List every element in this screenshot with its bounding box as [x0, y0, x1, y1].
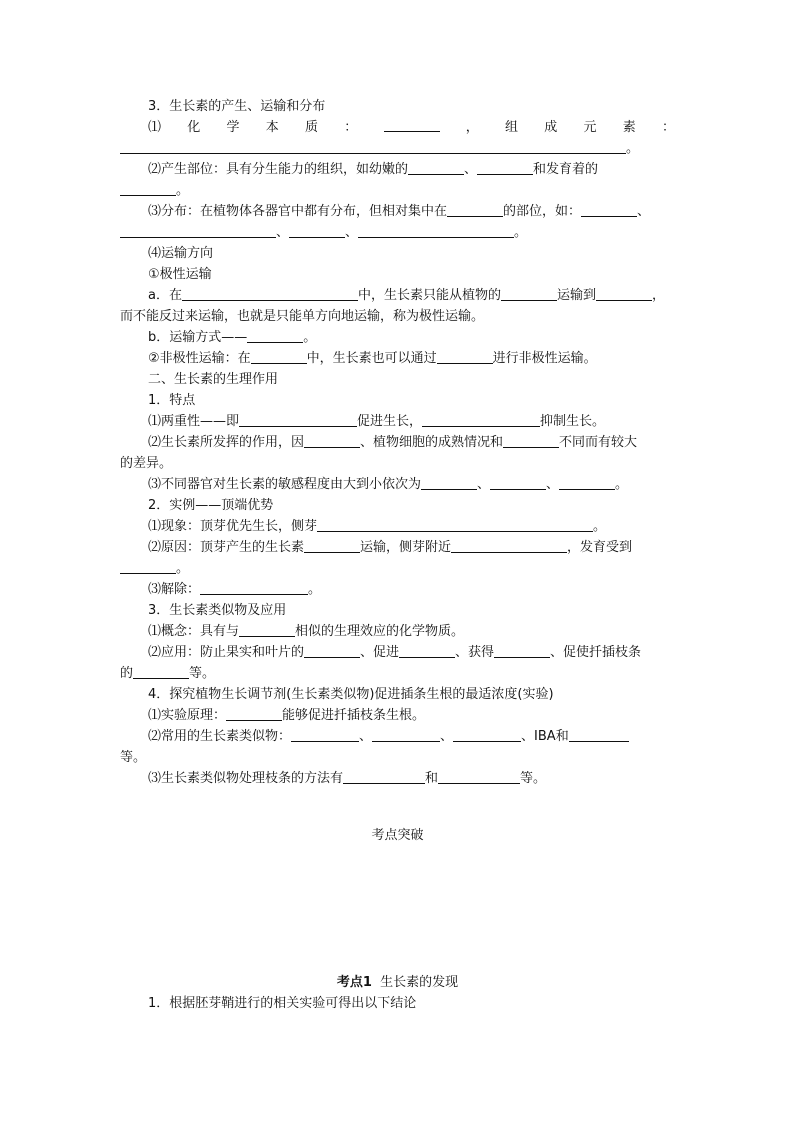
item-nonpolar-transport: ②非极性运输：在 中，生长素也可以通过 进行非极性运输。: [148, 351, 597, 366]
blank: [226, 706, 282, 721]
blank: [559, 475, 615, 490]
item-distribution: ⑶分布：在植物体各器官中都有分布，但相对集中在 的部位，如： 、: [148, 204, 651, 219]
kaodian-item-1: 1．根据胚芽鞘进行的相关实验可得出以下结论: [148, 996, 417, 1011]
blank: [182, 286, 358, 301]
blank: [120, 139, 626, 154]
item-treatment-methods: ⑶生长素类似物处理枝条的方法有 和 等。: [148, 771, 547, 786]
item-chemical-nature: ⑴ 化 学 本 质 ： ， 组 成 元 素 ：: [120, 117, 675, 138]
section-heading-analogs: 3．生长素类似物及应用: [148, 603, 287, 618]
item-polar-a: a．在 中，生长素只能从植物的 运输到 ，: [148, 288, 666, 303]
section-title-kaodian-tupo: 考点突破: [371, 828, 424, 843]
blank: [569, 727, 629, 742]
blank: [451, 538, 567, 553]
blank: [304, 538, 360, 553]
item-polar-transport: ①极性运输: [148, 267, 212, 282]
blank: [239, 622, 295, 637]
item-production-site: ⑵产生部位：具有分生能力的组织，如幼嫩的 、 和发育着的: [148, 162, 599, 177]
blank: [120, 559, 176, 574]
item-sensitivity-order: ⑶不同器官对生长素的敏感程度由大到小依次为 、 、 。: [148, 477, 629, 492]
blank: [399, 643, 455, 658]
item-application: ⑵应用：防止果实和叶片的 、促进 、获得 、促使扦插枝条: [148, 645, 642, 660]
blank: [421, 475, 477, 490]
section-heading-auxin-production: 3．生长素的产生、运输和分布: [148, 99, 326, 114]
blank: [581, 202, 637, 217]
blank: [343, 769, 425, 784]
blank: [133, 664, 189, 679]
subheading-features: 1．特点: [148, 393, 196, 408]
item-application-line2: 的 等。: [120, 666, 216, 681]
blank: [490, 475, 546, 490]
blank: [251, 349, 307, 364]
blank: [120, 181, 176, 196]
blank: [372, 727, 440, 742]
item-common-analogs-line2: 等。: [120, 750, 147, 765]
blank: [501, 286, 557, 301]
blank: [494, 643, 550, 658]
blank: [437, 349, 493, 364]
blank: [239, 412, 357, 427]
item-concept: ⑴概念：具有与 相似的生理效应的化学物质。: [148, 624, 465, 639]
blank: [200, 580, 308, 595]
blank: [384, 117, 440, 132]
blank: [596, 286, 652, 301]
section-heading-physiology: 二、生长素的生理作用: [148, 372, 279, 387]
blank: [477, 160, 533, 175]
item-polar-a-line2: 而不能反过来运输，也就是只能单方向地运输，称为极性运输。: [120, 309, 485, 324]
blank: [291, 727, 359, 742]
item-transport-direction: ⑷运输方向: [148, 246, 214, 261]
blank: [453, 727, 521, 742]
item-duality: ⑴两重性——即 促进生长， 抑制生长。: [148, 414, 606, 429]
item-phenomenon: ⑴现象：顶芽优先生长，侧芽 。: [148, 519, 607, 534]
blank: [358, 223, 514, 238]
blank: [503, 433, 559, 448]
blank: [247, 328, 303, 343]
blank: [447, 202, 503, 217]
blank: [304, 433, 360, 448]
blank: [304, 643, 360, 658]
blank: [408, 160, 464, 175]
item-polar-b: b．运输方式—— 。: [148, 330, 317, 345]
blank: [438, 769, 520, 784]
blank: [422, 412, 540, 427]
item-release: ⑶解除： 。: [148, 582, 322, 597]
item-chemical-nature-line2: 。: [120, 138, 675, 159]
blank: [120, 223, 276, 238]
item-principle: ⑴实验原理： 能够促进扦插枝条生根。: [148, 708, 426, 723]
item-effect-varies: ⑵生长素所发挥的作用，因 、植物细胞的成熟情况和 不同而有较大: [148, 435, 638, 450]
item-distribution-line2: 、 、 。: [120, 222, 675, 243]
subheading-apical-dominance: 2．实例——顶端优势: [148, 498, 274, 513]
item-common-analogs: ⑵常用的生长素类似物： 、 、 、IBA和: [120, 726, 675, 747]
item-effect-varies-line2: 的差异。: [120, 456, 173, 471]
blank: [289, 223, 345, 238]
item-production-site-line2: 。: [120, 180, 675, 201]
blank: [317, 517, 593, 532]
document-page: [120, 96, 675, 1014]
item-cause: ⑵原因：顶芽产生的生长素 运输，侧芽附近 ，发育受到: [148, 540, 633, 555]
section-heading-experiment: 4．探究植物生长调节剂(生长素类似物)促进插条生根的最适浓度(实验): [148, 687, 554, 702]
item-cause-line2: 。: [120, 558, 675, 579]
kaodian-heading: 考点1 生长素的发现: [336, 975, 459, 990]
